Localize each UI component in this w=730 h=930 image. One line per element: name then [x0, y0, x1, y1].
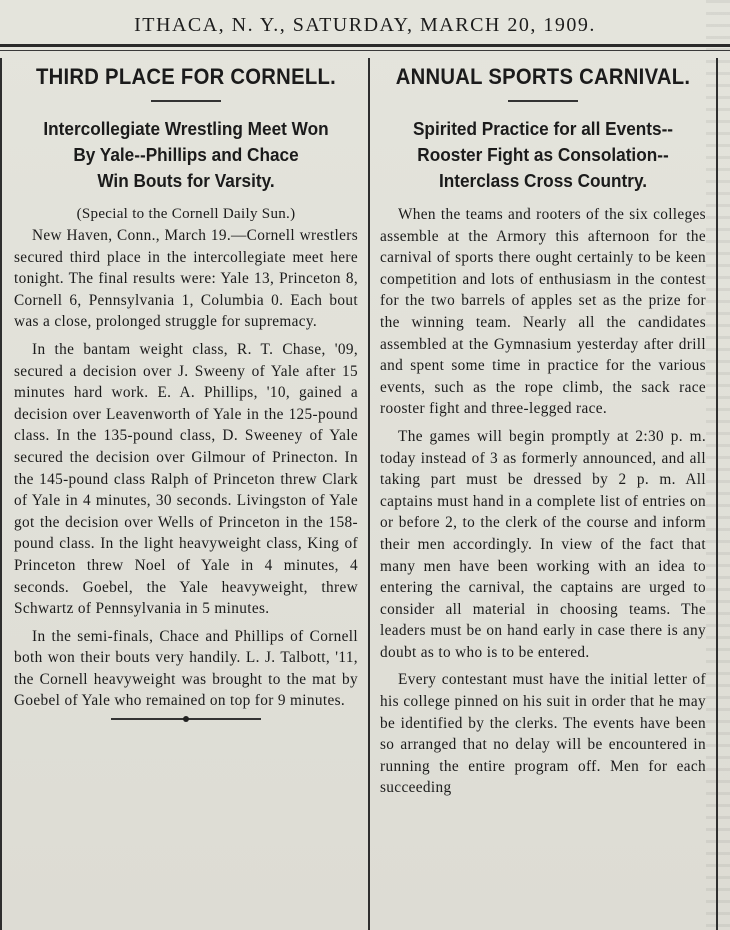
article-body — [14, 225, 358, 712]
subhead — [22, 116, 349, 194]
headline: THIRD PLACE FOR CORNELL. — [35, 64, 337, 89]
end-rule-dot — [183, 716, 189, 722]
subhead-line: Rooster Fight as Consolation-- — [417, 144, 669, 165]
article-wrestling — [10, 58, 362, 930]
column-rule-left — [0, 58, 2, 930]
column-rule-center — [368, 58, 370, 930]
article-end-rule — [111, 718, 261, 720]
article-body — [380, 204, 706, 799]
masthead-rule — [0, 44, 730, 47]
headline-rule — [151, 100, 221, 102]
byline: (Special to the Cornell Daily Sun.) — [76, 206, 296, 222]
subhead-line: Interclass Cross Country. — [438, 170, 648, 191]
article-sports-carnival — [376, 58, 710, 930]
page-edge-shadow — [706, 0, 730, 930]
subhead-line: Win Bouts for Varsity. — [97, 170, 275, 191]
headline: ANNUAL SPORTS CARNIVAL. — [395, 64, 691, 89]
masthead — [0, 0, 730, 44]
subhead-line: By Yale--Phillips and Chace — [73, 144, 299, 165]
paragraph: The games will begin promptly at 2:30 p. m. today instead of 3 as formerly announced, and all taking part must be dressed by 2 p. m. All captains must hand in a complete list of entries on or before 2, to the clerk of the course and inform their men accordingly. In view of the fact that many men have been working with an idea to entering the carnival, the captains are urged to consider all material in choosing teams. The leaders must be on hand early in case there is any doubt as to who is to be entered. — [380, 427, 706, 661]
paragraph: In the bantam weight class, R. T. Chase, '09, secured a decision over J. Sweeny of Yale after 15 minutes hard work. E. A. Phillips, '10, gained a decision over Leavenworth of Yale in the 125-pound class. In the 135-pound class, D. Sweeney of Yale secured the decision over Gilmour of Prinecton. In the 145-pound class Ralph of Princeton threw Clark of Yale in 4 minutes, 30 seconds. Livingston of Yale got the decision over Wells of Princeton in the 158-pound class. In the light heavyweight class, King of Princeton threw Noel of Yale in 4 minutes, 4 seconds. Goebel, the Yale heavyweight, threw Schwartz of Pennsylvania in 5 minutes. — [14, 340, 358, 618]
headline-rule — [508, 100, 578, 102]
subhead-line: Intercollegiate Wrestling Meet Won — [43, 118, 329, 139]
paragraph: In the semi-finals, Chace and Phillips of Cornell both won their bouts very handily. L. J. Talbott, '11, the Cornell heavyweight was brought to the mat by Goebel of Yale who remained on top for 9 minutes. — [14, 627, 358, 710]
subhead — [388, 116, 699, 194]
subhead-line: Spirited Practice for all Events-- — [412, 118, 674, 139]
masthead-rule-thin — [0, 50, 730, 51]
paragraph: Every contestant must have the initial letter of his college pinned on his suit in order that he may be identified by the clerks. The events have been so arranged that no delay will be encountered in running the entire program off. Men for each succeeding — [380, 671, 706, 797]
paragraph: When the teams and rooters of the six colleges assemble at the Armory this afternoon for the carnival of sports there ought certainly to be keen competition and lots of enthusiasm in the contest for the two barrels of apples set as the prize for the winning team. Nearly all the candidates assembled at the Gymnasium yesterday after drill and spent some time in practice for the various events, such as the rope climb, the sack race rooster fight and three-legged race. — [380, 206, 706, 418]
paragraph: New Haven, Conn., March 19.—Cornell wrestlers secured third place in the intercollegiate meet here tonight. The final results were: Yale 13, Princeton 8, Cornell 6, Pennsylvania 1, Columbia 0. Each bout was a close, prolonged struggle for supremacy. — [14, 227, 358, 331]
dateline: ITHACA, N. Y., SATURDAY, MARCH 20, 1909. — [134, 14, 596, 36]
